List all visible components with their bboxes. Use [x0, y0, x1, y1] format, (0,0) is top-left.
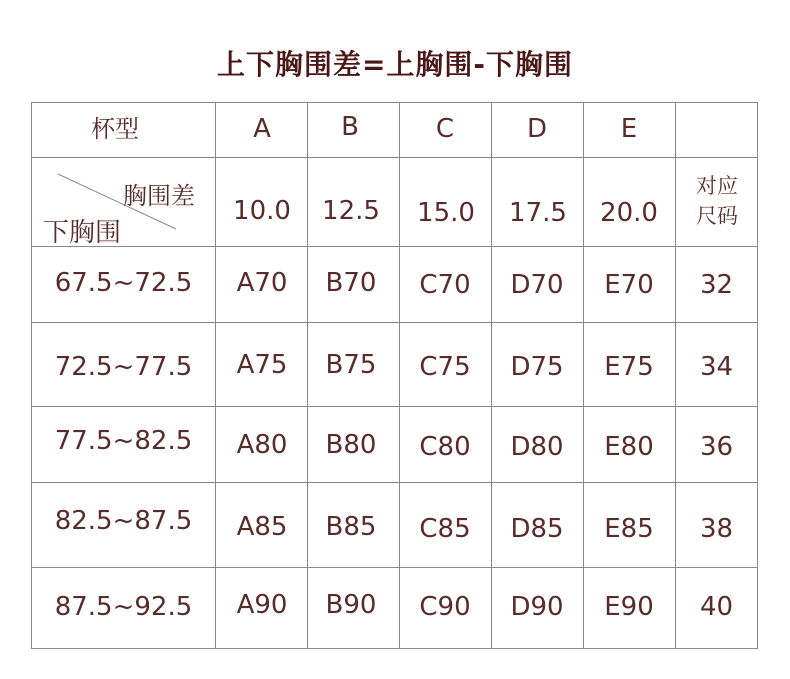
size-label-line1: 对应 [696, 173, 738, 198]
diff-value-b: 12.5 [322, 196, 380, 226]
diff-value-d: 17.5 [509, 198, 567, 228]
diff-value-a: 10.0 [233, 196, 291, 226]
underbust-range: 72.5~77.5 [54, 352, 193, 382]
size-cell: E80 [604, 432, 654, 462]
size-cell: D85 [510, 514, 564, 544]
underbust-range: 77.5~82.5 [54, 426, 193, 456]
cup-header-b: B [341, 112, 359, 142]
size-cell: D80 [510, 432, 564, 462]
size-cell: A75 [236, 350, 288, 380]
cup-type-label: 杯型 [91, 114, 139, 143]
size-column-label [676, 165, 758, 237]
size-cell: B70 [325, 268, 377, 298]
size-cell: A70 [236, 268, 288, 298]
bust-diff-label: 胸围差 [123, 182, 195, 210]
size-cell: E70 [604, 270, 654, 300]
underbust-range: 82.5~87.5 [54, 506, 193, 536]
size-cell: E85 [604, 514, 654, 544]
size-number: 34 [699, 352, 734, 382]
size-cell: E90 [604, 592, 654, 622]
underbust-label: 下胸围 [43, 218, 122, 248]
size-cell: A80 [236, 430, 288, 460]
size-cell: C80 [419, 432, 471, 462]
size-cell: D70 [510, 270, 564, 300]
size-number: 38 [699, 514, 734, 544]
size-cell: A90 [236, 590, 288, 620]
size-label-line2: 尺码 [696, 204, 738, 228]
cup-header-e: E [620, 114, 638, 144]
size-cell: D90 [510, 592, 564, 622]
size-cell: C90 [419, 592, 471, 622]
cup-header-c: C [435, 114, 455, 144]
diff-value-e: 20.0 [600, 198, 658, 228]
size-cell: B90 [325, 590, 377, 620]
diff-value-c: 15.0 [417, 198, 475, 228]
size-cell: C70 [419, 270, 471, 300]
size-number: 36 [699, 432, 734, 462]
size-number: 32 [699, 270, 734, 300]
size-cell: D75 [510, 352, 564, 382]
size-cell: B85 [325, 512, 377, 542]
size-cell: B80 [325, 430, 377, 460]
underbust-range: 87.5~92.5 [54, 592, 193, 622]
size-cell: C85 [419, 514, 471, 544]
size-cell: E75 [604, 352, 654, 382]
size-cell: B75 [325, 350, 377, 380]
underbust-range: 67.5~72.5 [54, 268, 193, 298]
cup-header-a: A [253, 114, 271, 144]
page-title: 上下胸围差=上胸围-下胸围 [216, 48, 574, 81]
size-cell: A85 [236, 512, 288, 542]
size-number: 40 [699, 592, 734, 622]
cup-header-d: D [526, 114, 548, 144]
size-cell: C75 [419, 352, 471, 382]
